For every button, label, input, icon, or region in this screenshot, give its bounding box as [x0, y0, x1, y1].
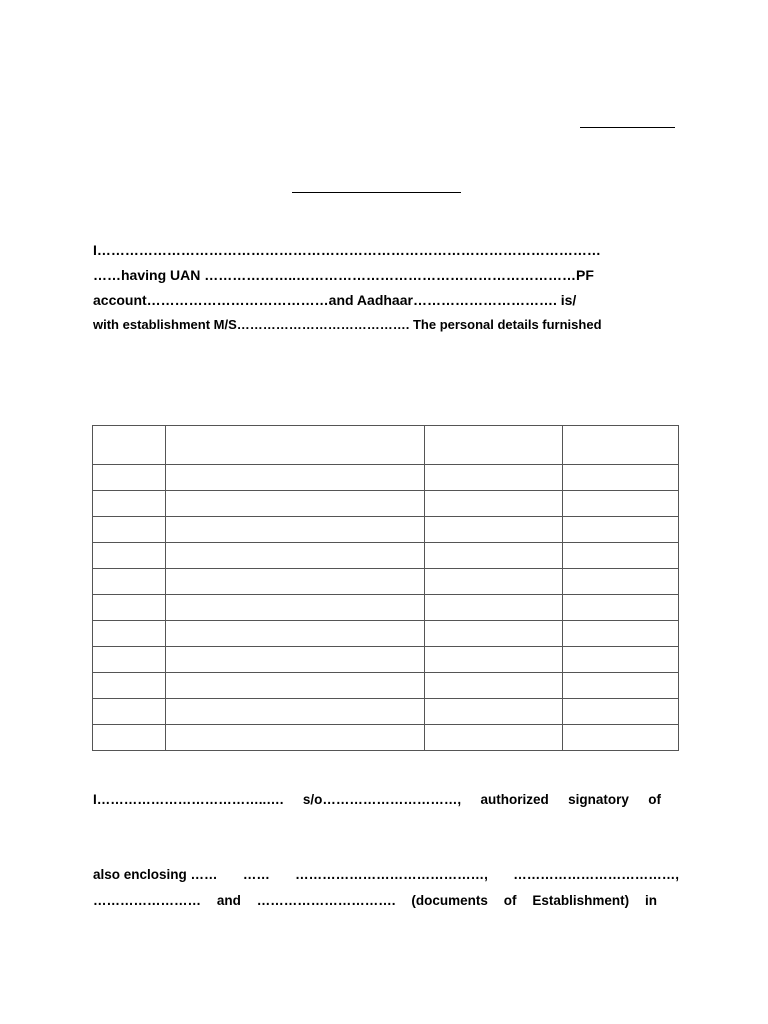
- line-word: and: [216, 893, 241, 908]
- table-cell: [166, 491, 425, 517]
- table-cell: [93, 647, 166, 673]
- table-row: [93, 673, 679, 699]
- table-cell: [93, 426, 166, 465]
- enclosure-line-1: [93, 868, 679, 882]
- table-cell: [563, 699, 679, 725]
- table-cell: [425, 647, 563, 673]
- table-cell: [166, 569, 425, 595]
- line-word: of: [503, 893, 517, 908]
- declaration-line-1: I………………………………………………………………………………………………: [93, 242, 601, 258]
- declaration-line-4: with establishment M/S…………………………………. The personal details furnished: [93, 317, 602, 332]
- table-row: [93, 517, 679, 543]
- line-word: s/o…………………………,: [302, 792, 462, 807]
- table-cell: [166, 465, 425, 491]
- table-cell: [166, 725, 425, 751]
- table-cell: [563, 465, 679, 491]
- declaration-line-2: ……having UAN ………………..……………………………………………………PF: [93, 267, 594, 283]
- line-word: of: [648, 792, 661, 807]
- table-cell: [93, 621, 166, 647]
- table-cell: [93, 491, 166, 517]
- line-word: (documents: [411, 893, 488, 908]
- table-cell: [425, 569, 563, 595]
- table-cell: [166, 621, 425, 647]
- line-word: ……………………………………,: [295, 867, 488, 882]
- line-word: ………………………………,: [513, 867, 679, 882]
- table-cell: [166, 647, 425, 673]
- line-word: Establishment): [532, 893, 630, 908]
- table-cell: [425, 426, 563, 465]
- table-cell: [166, 543, 425, 569]
- table-cell: [93, 517, 166, 543]
- table-row: [93, 621, 679, 647]
- table-cell: [425, 491, 563, 517]
- table-cell: [93, 725, 166, 751]
- table-row: [93, 647, 679, 673]
- table-cell: [166, 699, 425, 725]
- table-cell: [93, 699, 166, 725]
- line-word: ……: [242, 867, 270, 882]
- line-word: signatory: [568, 792, 629, 807]
- line-word: also enclosing ……: [93, 867, 218, 882]
- table-cell: [166, 673, 425, 699]
- table-cell: [425, 725, 563, 751]
- line-word: ………………………….: [256, 893, 396, 908]
- table-row: [93, 725, 679, 751]
- table-row: [93, 569, 679, 595]
- table-cell: [563, 426, 679, 465]
- table-row: [93, 491, 679, 517]
- table-cell: [563, 595, 679, 621]
- table-cell: [425, 699, 563, 725]
- table-cell: [93, 673, 166, 699]
- table-row: [93, 465, 679, 491]
- line-word: in: [644, 893, 657, 908]
- table-row: [93, 543, 679, 569]
- line-word: authorized: [480, 792, 549, 807]
- table-cell: [166, 595, 425, 621]
- table-cell: [563, 491, 679, 517]
- table-cell: [166, 517, 425, 543]
- table-cell: [425, 673, 563, 699]
- table-cell: [563, 517, 679, 543]
- table-cell: [425, 543, 563, 569]
- enclosure-line-2: [93, 894, 657, 908]
- table-cell: [425, 595, 563, 621]
- table-cell: [425, 465, 563, 491]
- personal-details-table: [92, 425, 679, 751]
- table-row: [93, 426, 679, 465]
- table-cell: [93, 569, 166, 595]
- signatory-line: [93, 793, 661, 807]
- table-cell: [563, 647, 679, 673]
- table-row: [93, 595, 679, 621]
- line-word: ……………………: [93, 893, 201, 908]
- title-blank-line: [292, 192, 461, 193]
- line-word: I………………………………..….: [93, 792, 284, 807]
- table-row: [93, 699, 679, 725]
- date-blank-line: [580, 127, 675, 128]
- table-cell: [93, 595, 166, 621]
- table-cell: [563, 673, 679, 699]
- table-cell: [93, 543, 166, 569]
- table-cell: [563, 725, 679, 751]
- table-cell: [425, 621, 563, 647]
- table-cell: [93, 465, 166, 491]
- table-cell: [563, 569, 679, 595]
- table-cell: [563, 543, 679, 569]
- table-cell: [563, 621, 679, 647]
- table-cell: [425, 517, 563, 543]
- table-cell: [166, 426, 425, 465]
- declaration-line-3: account…………………………………and Aadhaar…………………………. is/: [93, 292, 577, 308]
